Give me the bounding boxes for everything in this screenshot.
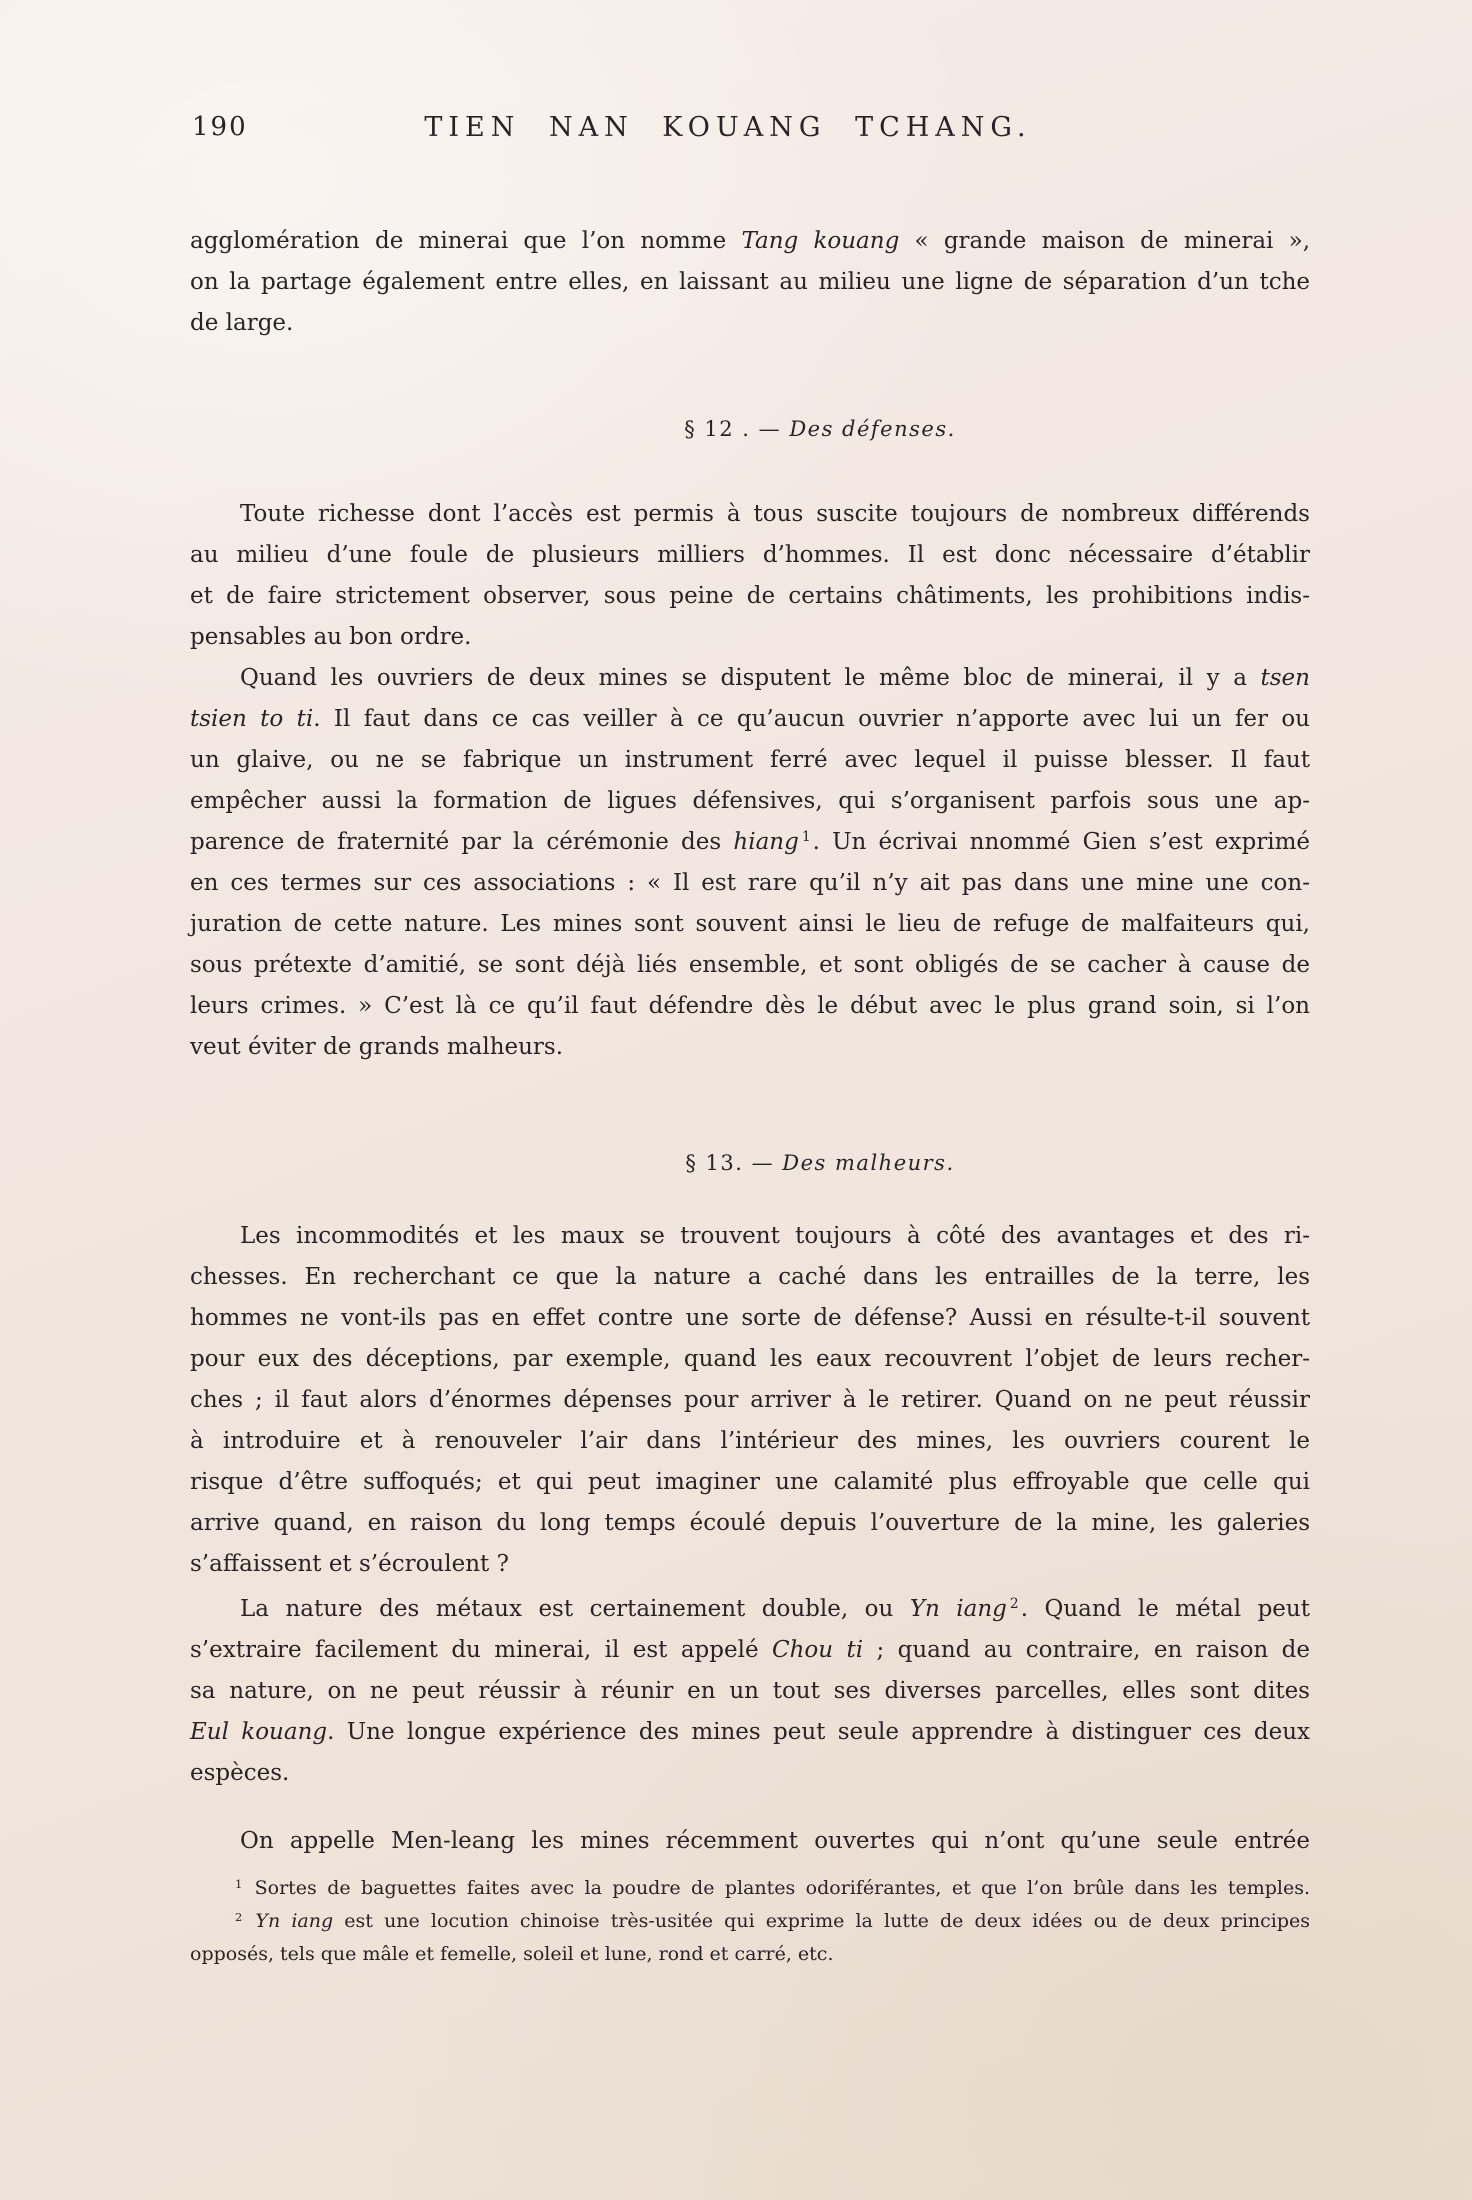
text-line: risque d’être suffoqués; et qui peut imaginer une calamité plus effroyable que celle qui [190,1469,1310,1495]
italic-term: Des défenses. [789,417,956,441]
text-line: $^2$ Yn iang est une locution chinoise très-usitée qui exprime la lutte de deux idées ou de deux principes [235,1909,1311,1932]
text-line: arrive quand, en raison du long temps écoulé depuis l’ouverture de la mine, les galeries [190,1510,1310,1536]
paragraph-opening [190,221,1310,344]
text-line: pour eux des déceptions, par exemple, quand les eaux recouvrent l’objet de leurs recher- [190,1346,1310,1372]
text-line: et de faire strictement observer, sous peine de certains châtiments, les prohibitions indis- [190,583,1310,609]
footnote-marker: 1 [801,829,811,846]
footnote-marker: 1 [235,1876,243,1891]
text-line: un glaive, ou ne se fabrique un instrument ferré avec lequel il puisse blesser. Il faut [190,747,1310,773]
text-line: La nature des métaux est certainement double, ou Yn iang $^2$. Quand le métal peut [240,1596,1310,1622]
footnote-2 [190,1905,1310,1971]
text-line: hommes ne vont-ils pas en effet contre une sorte de défense? Aussi en résulte-t-il souvent [190,1305,1310,1331]
text-line: ches ; il faut alors d’énormes dépenses pour arriver à le retirer. Quand on ne peut réussir [190,1387,1310,1413]
text-line: parence de fraternité par la cérémonie des hiang $^1$. Un écrivai nnommé Gien s’est exprimé [190,829,1310,855]
text-line: juration de cette nature. Les mines sont souvent ainsi le lieu de refuge de malfaiteurs qui, [190,911,1310,937]
text-line: Eul kouang. Une longue expérience des mines peut seule apprendre à distinguer ces deux [190,1719,1310,1745]
text-line: sa nature, on ne peut réussir à réunir en un tout ses diverses parcelles, elles sont dites [190,1678,1310,1704]
footnote-marker: 2 [1009,1596,1019,1613]
text-line: s’extraire facilement du minerai, il est appelé Chou ti ; quand au contraire, en raison de [190,1637,1310,1663]
page-number: 190 [192,112,248,142]
text-line: à introduire et à renouveler l’air dans l’intérieur des mines, les ouvriers courent le [190,1428,1310,1454]
text-line: chesses. En recherchant ce que la nature a caché dans les entrailles de la terre, les [190,1264,1310,1290]
footnote-marker: 2 [235,1909,243,1924]
text-line: pensables au bon ordre. [190,624,472,650]
italic-term: Eul kouang [190,1719,328,1745]
text-line: s’affaissent et s’écroulent ? [190,1551,509,1577]
paragraph-malheurs-2 [190,1589,1310,1794]
text-line: on la partage également entre elles, en laissant au milieu une ligne de séparation d’un tche [190,269,1310,295]
text-line: On appelle Men-leang les mines récemment ouvertes qui n’ont qu’une seule entrée [240,1828,1310,1854]
text-line: $^1$ Sortes de baguettes faites avec la poudre de plantes odoriférantes, et que l’on brûle dans les temples. [235,1876,1310,1899]
text-line: de large. [190,310,294,336]
text-line: agglomération de minerai que l’on nomme Tang kouang « grande maison de minerai », [190,228,1310,254]
paragraph-defenses-2 [190,658,1310,1068]
text-line: tsien to ti. Il faut dans ce cas veiller à ce qu’aucun ouvrier n’apporte avec lui un fer ou [190,706,1310,732]
text-line: espèces. [190,1760,290,1786]
italic-term: Tang kouang [741,228,900,254]
text-line: au milieu d’une foule de plusieurs milliers d’hommes. Il est donc nécessaire d’établir [190,542,1310,568]
text-line: opposés, tels que mâle et femelle, soleil et lune, rond et carré, etc. [190,1943,834,1965]
text-line: leurs crimes. » C’est là ce qu’il faut défendre dès le début avec le plus grand soin, si l’on [190,993,1310,1019]
text-line: veut éviter de grands malheurs. [190,1034,564,1060]
running-head [190,112,1310,153]
italic-term: Yn iang [909,1596,1007,1622]
text-column [190,112,1310,1971]
running-title: TIEN NAN KOUANG TCHANG. [424,112,1032,143]
paragraph-malheurs-1 [190,1216,1310,1585]
italic-term: tsien to ti [190,706,314,732]
text-line: Les incommodités et les maux se trouvent toujours à côté des avantages et des ri- [240,1223,1310,1249]
italic-term: hiang [733,829,799,855]
text-line: empêcher aussi la formation de ligues défensives, qui s’organisent parfois sous une ap- [190,788,1310,814]
page-body [190,221,1310,1971]
italic-term: Yn iang [255,1910,334,1932]
text-line: en ces termes sur ces associations : « Il est rare qu’il n’y ait pas dans une mine une con- [190,870,1310,896]
text-line: sous prétexte d’amitié, se sont déjà liés ensemble, et sont obligés de se cacher à cause de [190,952,1310,978]
text-line: Quand les ouvriers de deux mines se disputent le même bloc de minerai, il y a tsen [240,665,1310,691]
section-heading-12: § 12 . — Des défenses. [684,417,956,441]
footnote-1 [190,1872,1310,1905]
italic-term: Des malheurs. [782,1151,955,1175]
italic-term: tsen [1260,665,1310,691]
paragraph-menleang [190,1821,1310,1862]
text-line: Toute richesse dont l’accès est permis à tous suscite toujours de nombreux différends [240,501,1310,527]
italic-term: Chou ti [771,1637,864,1663]
section-heading-13: § 13. — Des malheurs. [685,1151,955,1175]
paragraph-defenses-1 [190,494,1310,658]
